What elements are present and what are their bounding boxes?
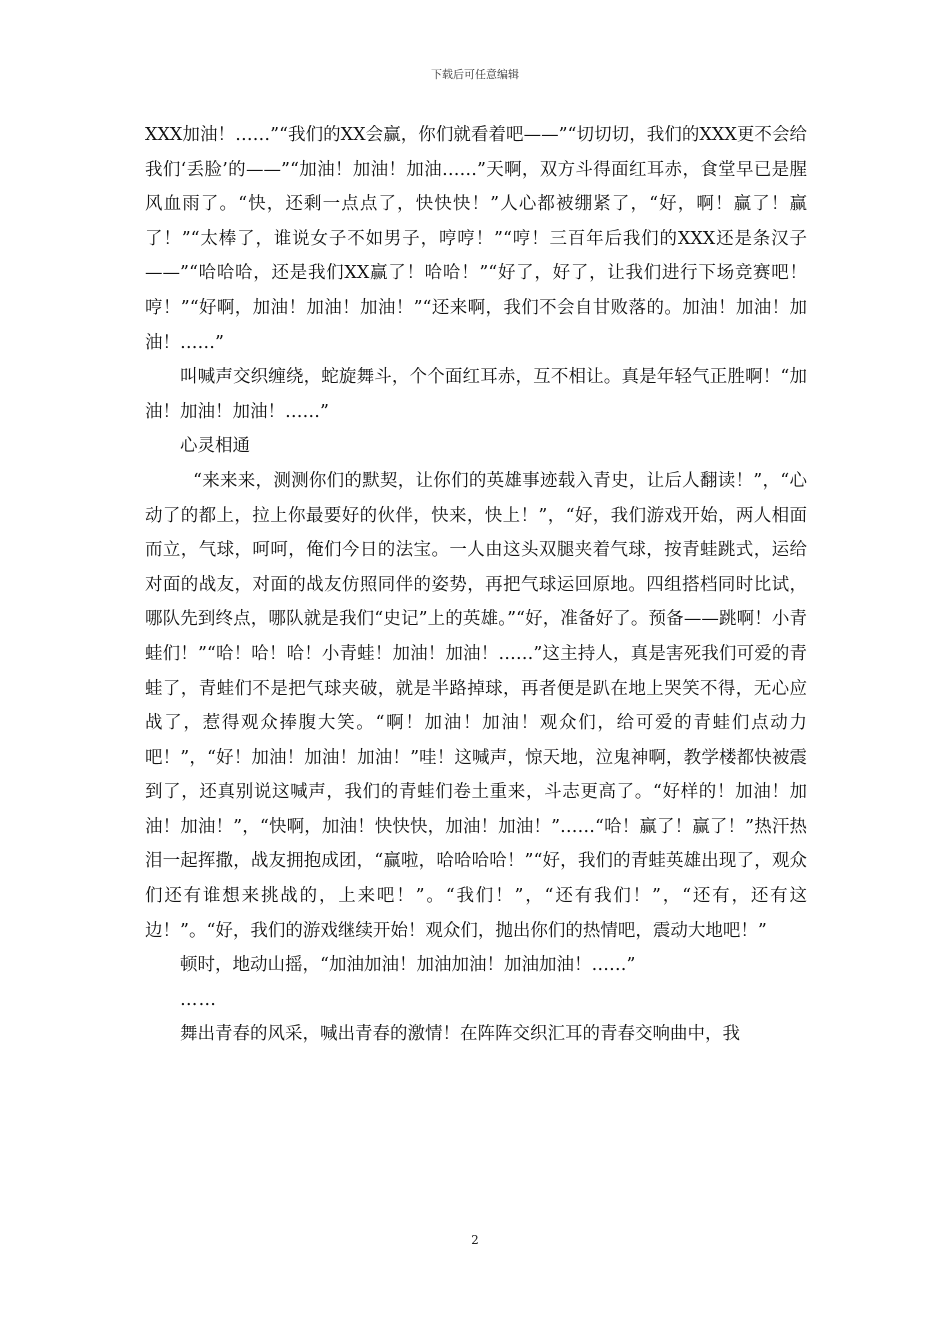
paragraph-cheering-dialogue: XXX加油！……”“我们的XX会赢，你们就看着吧——”“切切切，我们的XXX更不会给我们‘丢脸’的——”“加油！加油！加油……”天啊，双方斗得面红耳赤，食堂早已是腥风血雨了。“快，还剩一点点了，快快快！”人心都被绷紧了，“好，啊！赢了！赢了！”“太棒了，谁说女子不如男子，哼哼！”“哼！三百年后我们的XXX还是条汉子——”“哈哈哈，还是我们XX赢了！哈哈！”“好了，好了，让我们进行下场竞赛吧！哼！”“好啊，加油！加油！加油！”“还来啊，我们不会自甘败落的。加油！加油！加油！……” [145, 125, 807, 353]
document-body [145, 118, 807, 1052]
section-heading-heart-connection: 心灵相通 [180, 436, 250, 457]
paragraph-youth-closing: 舞出青春的风采，喊出青春的激情！在阵阵交织汇耳的青春交响曲中，我 [180, 1024, 740, 1045]
paragraph-earth-shaking: 顿时，地动山摇，“加油加油！加油加油！加油加油！……” [180, 955, 636, 976]
paragraph-frog-game: “来来来，测测你们的默契，让你们的英雄事迹载入青史，让后人翻读！”，“心动了的都上，拉上你最要好的伙伴，快来，快上！”，“好，我们游戏开始，两人相面而立，气球，呵呵，俺们今日的法宝。一人由这头双腿夹着气球，按青蛙跳式，运给对面的战友，对面的战友仿照同伴的姿势，再把气球运回原地。四组搭档同时比试，哪队先到终点，哪队就是我们“史记”上的英雄。”“好，准备好了。预备——跳啊！小青蛙们！”“哈！哈！哈！小青蛙！加油！加油！……”这主持人，真是害死我们可爱的青蛙了，青蛙们不是把气球夹破，就是半路掉球，再者便是趴在地上哭笑不得，无心应战了，惹得观众捧腹大笑。“啊！加油！加油！观众们，给可爱的青蛙们点动力吧！”，“好！加油！加油！加油！”哇！这喊声，惊天地，泣鬼神啊，教学楼都快被震到了，还真别说这喊声，我们的青蛙们卷土重来，斗志更高了。“好样的！加油！加油！加油！”，“快啊，加油！快快快，加油！加油！”……“哈！赢了！赢了！”热汗热泪一起挥撒，战友拥抱成团，“赢啦，哈哈哈哈！”“好，我们的青蛙英雄出现了，观众们还有谁想来挑战的，上来吧！”。“我们！”，“还有我们！”，“还有，还有这边！”。“好，我们的游戏继续开始！观众们，抛出你们的热情吧，震动大地吧！” [145, 470, 807, 941]
paragraph-shouting-summary: 叫喊声交织缠绕，蛇旋舞斗，个个面红耳赤，互不相让。真是年轻气正胜啊！“加油！加油！加油！……” [145, 367, 807, 422]
page-number: 2 [471, 1233, 479, 1247]
page-header: 下载后可任意编辑 [431, 68, 519, 81]
ellipsis-line: …… [180, 989, 217, 1010]
